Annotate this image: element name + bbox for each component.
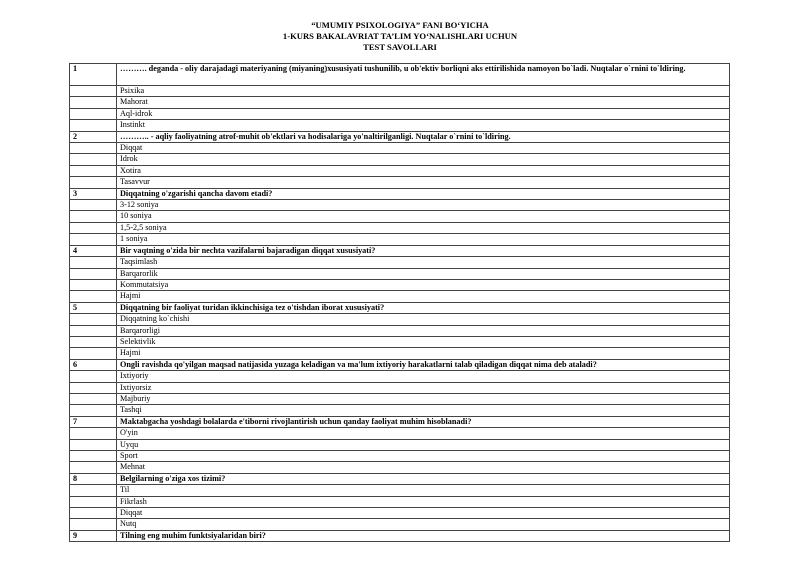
empty-cell xyxy=(70,143,117,154)
answer-option: Selektivlik xyxy=(117,336,730,347)
empty-cell xyxy=(70,439,117,450)
answer-option: Mehnat xyxy=(117,462,730,473)
empty-cell xyxy=(70,97,117,108)
option-row xyxy=(70,291,730,302)
empty-cell xyxy=(70,86,117,97)
empty-cell xyxy=(70,348,117,359)
header-line-3: TEST SAVOLLARI xyxy=(363,42,437,52)
question-number: 9 xyxy=(70,530,117,541)
question-number: 8 xyxy=(70,473,117,484)
option-row xyxy=(70,439,730,450)
question-number: 2 xyxy=(70,131,117,142)
document-header xyxy=(0,20,800,53)
answer-option: Til xyxy=(117,485,730,496)
question-text: Belgilarning o'ziga xos tizimi? xyxy=(117,473,730,484)
answer-option: Aql-idrok xyxy=(117,108,730,119)
answer-option: Hajmi xyxy=(117,291,730,302)
option-row xyxy=(70,234,730,245)
option-row xyxy=(70,222,730,233)
empty-cell xyxy=(70,314,117,325)
question-text: Maktabgacha yoshdagi bolalarda e'tiborni rivojlantirish uchun qanday faoliyat muhim hisoblanadi? xyxy=(117,416,730,427)
question-number: 4 xyxy=(70,245,117,256)
empty-cell xyxy=(70,451,117,462)
answer-option: Tasavvur xyxy=(117,177,730,188)
option-row xyxy=(70,120,730,131)
answer-option: Psixika xyxy=(117,86,730,97)
option-row xyxy=(70,451,730,462)
question-number: 3 xyxy=(70,188,117,199)
question-row xyxy=(70,64,730,86)
option-row xyxy=(70,371,730,382)
header-line-1: “UMUMIY PSIXOLOGIYA” FANI BO‘YICHA xyxy=(311,20,489,30)
answer-option: Barqarorligi xyxy=(117,325,730,336)
answer-option: Diqqat xyxy=(117,143,730,154)
empty-cell xyxy=(70,371,117,382)
option-row xyxy=(70,496,730,507)
question-number: 6 xyxy=(70,359,117,370)
option-row xyxy=(70,200,730,211)
empty-cell xyxy=(70,393,117,404)
test-questions-table xyxy=(69,63,730,542)
answer-option: Taqsimlash xyxy=(117,257,730,268)
question-row xyxy=(70,245,730,256)
option-row xyxy=(70,97,730,108)
question-row xyxy=(70,131,730,142)
option-row xyxy=(70,279,730,290)
option-row xyxy=(70,86,730,97)
question-row xyxy=(70,416,730,427)
option-row xyxy=(70,519,730,530)
answer-option: Uyqu xyxy=(117,439,730,450)
answer-option: Diqqatning ko`chishi xyxy=(117,314,730,325)
question-text: ……….. - aqliy faoliyatning atrof-muhit ob'ektlari va hodisalariga yo'naltirilganligi. Nuqtalar o`rnini to`ldiring. xyxy=(117,131,730,142)
empty-cell xyxy=(70,291,117,302)
answer-option: Kommutatsiya xyxy=(117,279,730,290)
option-row xyxy=(70,336,730,347)
answer-option: Hajmi xyxy=(117,348,730,359)
question-text: Bir vaqtning o'zida bir nechta vazifalarni bajaradigan diqqat xususiyati? xyxy=(117,245,730,256)
empty-cell xyxy=(70,108,117,119)
option-row xyxy=(70,177,730,188)
answer-option: Ixtiyoriy xyxy=(117,371,730,382)
question-text: Diqqatning bir faoliyat turidan ikkinchisiga tez o'tishdan iborat xususiyati? xyxy=(117,302,730,313)
empty-cell xyxy=(70,268,117,279)
question-text: ………. deganda - oliy darajadagi materiyaning (miyaning)xususiyati tushunilib, u ob'ektiv borliqni aks ettirilishida namoyon bo`ladi. Nuqtalar o`rnini to`ldiring. xyxy=(117,64,730,86)
option-row xyxy=(70,165,730,176)
question-text: Ongli ravishda qo'yilgan maqsad natijasida yuzaga keladigan va ma'lum ixtiyoriy harakatlarni talab qiladigan diqqat nima deb ataladi? xyxy=(117,359,730,370)
answer-option: 1 soniya xyxy=(117,234,730,245)
answer-option: Fikrlash xyxy=(117,496,730,507)
answer-option: Tashqi xyxy=(117,405,730,416)
empty-cell xyxy=(70,462,117,473)
question-number: 5 xyxy=(70,302,117,313)
option-row xyxy=(70,348,730,359)
option-row xyxy=(70,508,730,519)
option-row xyxy=(70,257,730,268)
option-row xyxy=(70,382,730,393)
answer-option: 10 soniya xyxy=(117,211,730,222)
option-row xyxy=(70,143,730,154)
empty-cell xyxy=(70,405,117,416)
question-text: Tilning eng muhim funktsiyalaridan biri? xyxy=(117,530,730,541)
header-line-2: 1-KURS BAKALAVRIAT TA’LIM YO‘NALISHLARI UCHUN xyxy=(282,31,518,41)
question-number: 7 xyxy=(70,416,117,427)
answer-option: Sport xyxy=(117,451,730,462)
option-row xyxy=(70,325,730,336)
answer-option: 1,5-2,5 soniya xyxy=(117,222,730,233)
empty-cell xyxy=(70,177,117,188)
empty-cell xyxy=(70,382,117,393)
option-row xyxy=(70,485,730,496)
empty-cell xyxy=(70,154,117,165)
empty-cell xyxy=(70,325,117,336)
answer-option: Nutq xyxy=(117,519,730,530)
question-text: Diqqatning o'zgarishi qancha davom etadi? xyxy=(117,188,730,199)
answer-option: Instinkt xyxy=(117,120,730,131)
question-row xyxy=(70,188,730,199)
empty-cell xyxy=(70,211,117,222)
option-row xyxy=(70,393,730,404)
empty-cell xyxy=(70,120,117,131)
option-row xyxy=(70,405,730,416)
empty-cell xyxy=(70,428,117,439)
option-row xyxy=(70,154,730,165)
answer-option: Diqqat xyxy=(117,508,730,519)
empty-cell xyxy=(70,257,117,268)
option-row xyxy=(70,108,730,119)
answer-option: Barqarorlik xyxy=(117,268,730,279)
answer-option: Majburiy xyxy=(117,393,730,404)
question-row xyxy=(70,530,730,541)
empty-cell xyxy=(70,336,117,347)
option-row xyxy=(70,211,730,222)
question-number: 1 xyxy=(70,64,117,86)
answer-option: Idrok xyxy=(117,154,730,165)
empty-cell xyxy=(70,485,117,496)
empty-cell xyxy=(70,165,117,176)
empty-cell xyxy=(70,519,117,530)
option-row xyxy=(70,428,730,439)
answer-option: 3-12 soniya xyxy=(117,200,730,211)
question-row xyxy=(70,359,730,370)
empty-cell xyxy=(70,234,117,245)
question-row xyxy=(70,473,730,484)
answer-option: Mahorat xyxy=(117,97,730,108)
option-row xyxy=(70,314,730,325)
option-row xyxy=(70,462,730,473)
empty-cell xyxy=(70,200,117,211)
answer-option: Xotira xyxy=(117,165,730,176)
answer-option: Ixtiyorsiz xyxy=(117,382,730,393)
empty-cell xyxy=(70,222,117,233)
question-row xyxy=(70,302,730,313)
option-row xyxy=(70,268,730,279)
empty-cell xyxy=(70,496,117,507)
answer-option: O'yin xyxy=(117,428,730,439)
empty-cell xyxy=(70,508,117,519)
empty-cell xyxy=(70,279,117,290)
